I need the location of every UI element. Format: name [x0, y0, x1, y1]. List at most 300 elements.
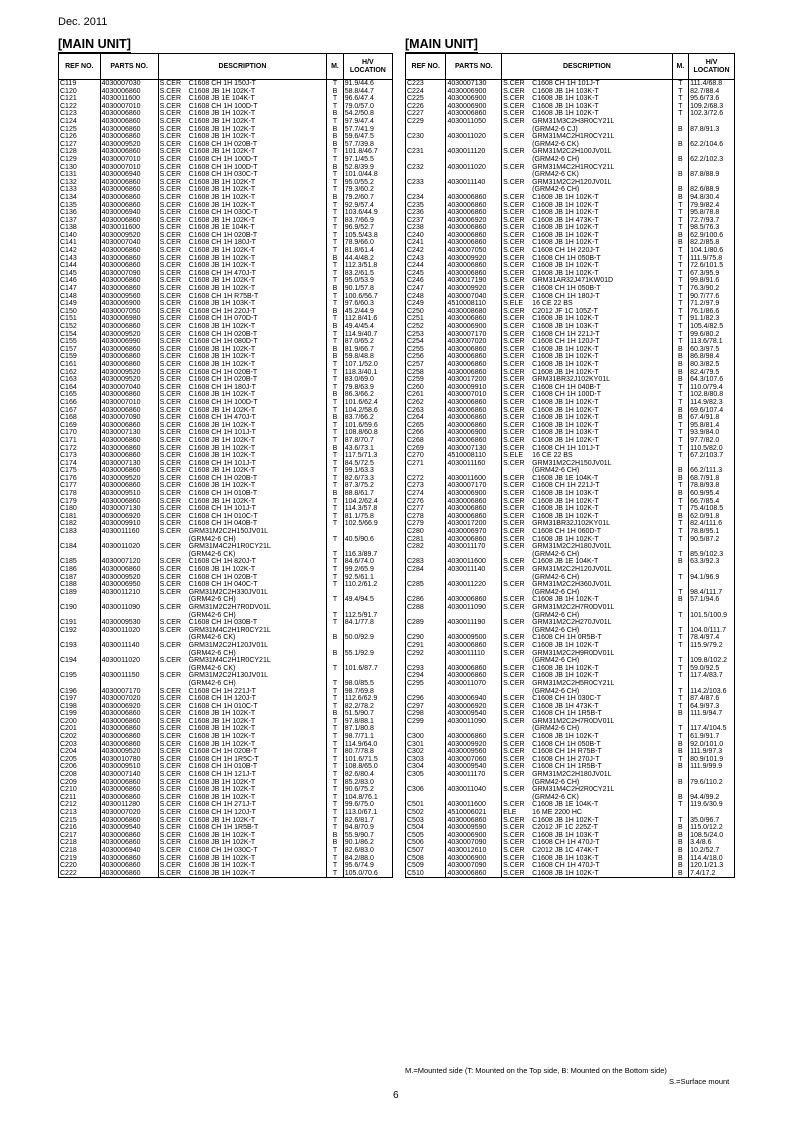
description — [158, 247, 327, 255]
hv-location — [689, 528, 735, 536]
parts-no — [100, 520, 158, 528]
parts-no — [100, 255, 158, 263]
cell-line: T — [332, 300, 338, 308]
part-type: S.CER — [159, 793, 182, 801]
cell-line — [674, 604, 687, 612]
part-type: S.CER — [503, 505, 525, 513]
cell-line: 86.8/98.4 — [690, 353, 720, 361]
description — [502, 232, 673, 240]
part-description: C1608 JB 1H 102K-T — [188, 740, 256, 748]
cell-line: 50.0/92.9 — [344, 634, 374, 642]
cell-line: 4030006860 — [101, 110, 141, 118]
parts-no — [100, 870, 158, 878]
cell-line: 82.6/73.3 — [344, 474, 374, 482]
hv-location — [343, 331, 392, 339]
cell-line — [160, 171, 326, 179]
cell-line — [503, 361, 671, 369]
mounted-side — [672, 285, 688, 293]
ref-no — [59, 376, 101, 384]
ref-no — [406, 870, 446, 878]
cell-line: 4030011070 — [447, 679, 486, 687]
mounted-side — [327, 270, 343, 278]
cell-line: C204 — [60, 748, 77, 756]
cell-line: C198 — [60, 702, 77, 710]
cell-line: C238 — [407, 224, 424, 232]
cell-line: C241 — [407, 239, 424, 247]
mounted-side — [327, 126, 343, 134]
parts-no — [446, 817, 502, 825]
cell-line: C171 — [60, 436, 77, 444]
cell-line: 4510006021 — [447, 809, 487, 816]
cell-line: 4030006860 — [101, 566, 141, 573]
part-type: S.CER — [159, 801, 182, 809]
mounted-side — [327, 725, 343, 733]
part-description: C1608 CH 1H 060D-T — [532, 528, 602, 536]
ref-no — [406, 133, 446, 148]
description — [502, 95, 673, 103]
description — [158, 543, 327, 558]
cell-line: 4030006860 — [101, 178, 141, 186]
ref-no — [406, 748, 446, 756]
description — [502, 323, 673, 331]
cell-line: T — [332, 748, 338, 756]
cell-line — [447, 551, 500, 559]
cell-line — [503, 558, 671, 566]
cell-line — [503, 118, 671, 126]
parts-no — [446, 718, 502, 733]
mounted-side — [327, 574, 343, 582]
parts-no — [446, 756, 502, 764]
description — [502, 445, 673, 453]
cell-line: 4030006860 — [101, 421, 141, 429]
cell-line: T — [332, 80, 338, 87]
cell-line: B — [678, 512, 683, 520]
cell-line — [160, 634, 326, 642]
hv-location — [689, 498, 735, 506]
description — [158, 733, 327, 741]
part-description: GRM31M2C2H150JV01L — [532, 459, 612, 467]
table-row — [406, 566, 735, 581]
part-type: S.CER — [503, 209, 525, 217]
hv-location — [689, 391, 735, 399]
table-row — [406, 209, 735, 217]
cell-line: 4030006860 — [101, 436, 141, 444]
cell-line: C199 — [60, 710, 77, 718]
parts-no — [100, 361, 158, 369]
cell-line: B — [332, 391, 338, 399]
hv-location — [343, 376, 392, 384]
cell-line — [160, 862, 326, 870]
cell-line: B — [678, 239, 683, 247]
cell-line: 4030009500 — [447, 634, 487, 642]
ref-no — [59, 126, 101, 134]
ref-no — [406, 80, 446, 88]
table-row — [59, 323, 393, 331]
table-row — [406, 285, 735, 293]
part-type: S.CER — [503, 315, 525, 323]
mounted-side — [327, 794, 343, 802]
part-type: S.CER — [159, 406, 182, 414]
cell-line: T — [678, 755, 683, 763]
cell-line — [102, 536, 157, 544]
description — [158, 718, 327, 726]
ref-no — [59, 323, 101, 331]
cell-line: T — [678, 520, 683, 528]
part-description: GRM31M2C2H330JV01L — [188, 588, 269, 596]
ref-no — [406, 543, 446, 558]
cell-line — [102, 612, 157, 620]
table-row — [59, 270, 393, 278]
cell-line: 97.7/82.0 — [690, 436, 720, 444]
part-description: (GRM42-6 CK) — [188, 550, 236, 558]
cell-line — [503, 536, 671, 544]
mounted-side — [327, 870, 343, 878]
part-type: S.CER — [159, 110, 182, 118]
table-row — [59, 490, 393, 498]
cell-line — [102, 665, 157, 673]
cell-line: C192 — [60, 626, 77, 634]
ref-no — [406, 528, 446, 536]
hv-location — [343, 832, 392, 840]
description — [158, 186, 327, 194]
hv-location — [343, 505, 392, 513]
parts-no — [446, 247, 502, 255]
part-type: S.CER — [503, 254, 525, 262]
cell-line: 105.0/70.6 — [344, 869, 378, 877]
cell-line: C216 — [60, 824, 77, 832]
cell-line: 4030006860 — [447, 353, 487, 361]
cell-line: T — [332, 376, 338, 384]
cell-line: 81.8/61.4 — [344, 247, 374, 255]
part-type: S.CER — [159, 862, 182, 870]
table-row — [59, 247, 393, 255]
part-description: C1608 JB 1H 102K-T — [188, 717, 256, 725]
parts-no — [446, 513, 502, 521]
cell-line: 90.6/75.2 — [344, 786, 374, 794]
part-description: C1608 JB 1H 102K-T — [188, 854, 256, 862]
cell-line: C262 — [407, 398, 424, 406]
hv-location — [343, 657, 392, 672]
description — [158, 870, 327, 878]
cell-line: 4030007030 — [101, 80, 141, 87]
cell-line: 4030007090 — [101, 269, 141, 277]
part-type: S.CER — [503, 368, 525, 376]
hv-location — [689, 650, 735, 665]
hv-location — [343, 95, 392, 103]
cell-line — [690, 680, 733, 688]
cell-line: 35.0/96.7 — [690, 816, 720, 824]
part-type: S.CER — [159, 125, 182, 133]
cell-line: 4030006860 — [101, 262, 141, 270]
cell-line: T — [678, 254, 683, 262]
table-row — [406, 536, 735, 544]
cell-line — [160, 224, 326, 232]
cell-line — [328, 642, 341, 650]
cell-line — [407, 589, 444, 597]
mounted-side — [672, 202, 688, 210]
part-type: S.CER — [159, 467, 182, 475]
mounted-side — [327, 452, 343, 460]
mounted-side — [672, 763, 688, 771]
cell-line — [160, 536, 326, 544]
parts-no — [446, 809, 502, 817]
cell-line — [503, 224, 671, 232]
table-row — [406, 445, 735, 453]
table-row — [406, 293, 735, 301]
description — [502, 528, 673, 536]
table-row — [59, 95, 393, 103]
table-row — [59, 384, 393, 392]
table-row — [59, 733, 393, 741]
parts-no — [446, 331, 502, 339]
table-row — [406, 801, 735, 809]
cell-line: T — [332, 315, 338, 323]
cell-line: 100.6/56.7 — [344, 292, 378, 300]
cell-line: C268 — [407, 436, 424, 444]
mounted-side — [327, 832, 343, 840]
mounted-side — [672, 194, 688, 202]
cell-line — [447, 156, 500, 164]
mounted-side — [672, 460, 688, 475]
cell-line — [503, 179, 671, 187]
table-row — [59, 771, 393, 779]
cell-line — [503, 756, 671, 764]
ref-no — [59, 141, 101, 149]
cell-line: 4030009920 — [447, 740, 487, 748]
cell-line: C507 — [407, 846, 424, 854]
cell-line — [160, 300, 326, 308]
parts-no — [100, 604, 158, 619]
hv-location — [343, 604, 392, 619]
mounted-side — [327, 801, 343, 809]
part-description: C1608 JB 1H 102K-T — [532, 641, 599, 649]
cell-line: 4030006860 — [101, 452, 141, 460]
ref-no — [59, 422, 101, 430]
mounted-side — [327, 232, 343, 240]
cell-line: 4030007020 — [101, 695, 141, 703]
part-type: S.CER — [159, 771, 182, 779]
table-row — [59, 376, 393, 384]
part-type: S.CER — [159, 710, 182, 718]
cell-line — [690, 164, 733, 172]
mounted-side — [327, 604, 343, 619]
part-type: S.CER — [503, 771, 525, 779]
hv-location — [343, 445, 392, 453]
ref-no — [406, 832, 446, 840]
parts-no — [100, 323, 158, 331]
part-description: C1608 JB 1H 102K-T — [188, 406, 256, 414]
cell-line: 79.0/57.0 — [344, 102, 374, 110]
cell-line — [160, 338, 326, 346]
description — [158, 285, 327, 293]
part-type: S.CER — [503, 345, 525, 353]
ref-no — [406, 331, 446, 339]
description — [158, 771, 327, 779]
cell-line: T — [678, 323, 683, 330]
cell-line: 60.9/95.4 — [690, 490, 720, 498]
cell-line — [160, 763, 326, 771]
cell-line: C223 — [407, 80, 424, 87]
part-description: C1608 CH 1H 101J-T — [532, 80, 600, 87]
description — [502, 665, 673, 673]
ref-no — [59, 338, 101, 346]
part-type: S.CER — [503, 566, 525, 573]
cell-line — [503, 763, 671, 771]
cell-line — [407, 612, 444, 620]
description — [502, 88, 673, 96]
cell-line: C165 — [60, 391, 77, 399]
description — [502, 558, 673, 566]
part-type: S.CER — [503, 710, 525, 718]
table-row — [59, 285, 393, 293]
cell-line — [160, 156, 326, 164]
cell-line: T — [332, 854, 338, 862]
cell-line: 117.4/104.5 — [690, 725, 727, 733]
cell-line: 67.3/95.9 — [690, 269, 720, 277]
ref-no — [59, 589, 101, 604]
description — [158, 209, 327, 217]
table-row — [406, 346, 735, 354]
mounted-side — [327, 186, 343, 194]
description — [158, 353, 327, 361]
cell-line: 45.2/44.9 — [344, 307, 374, 315]
part-description: C1608 JB 1H 102K-T — [188, 117, 256, 125]
table-row — [406, 558, 735, 566]
parts-no — [100, 589, 158, 604]
cell-line — [674, 718, 687, 726]
mounted-side — [327, 293, 343, 301]
cell-line — [503, 771, 671, 779]
cell-line: 4030011020 — [101, 626, 141, 634]
cell-line — [503, 672, 671, 680]
cell-line: C249 — [407, 300, 424, 308]
parts-no — [100, 809, 158, 817]
ref-no — [406, 88, 446, 96]
cell-line: 108.5/24.0 — [690, 831, 724, 839]
part-description: C1608 JB 1H 103K-T — [532, 102, 599, 110]
hv-location — [689, 88, 735, 96]
cell-line — [160, 452, 326, 460]
table-row — [59, 528, 393, 543]
cell-line: 66.7/85.4 — [690, 497, 720, 505]
mounted-side — [327, 429, 343, 437]
cell-line: T — [332, 755, 338, 763]
part-description: (GRM42-6 CH) — [532, 657, 580, 665]
description — [158, 710, 327, 718]
description — [502, 369, 673, 377]
cell-line: T — [678, 657, 683, 665]
parts-no — [100, 741, 158, 749]
cell-line: 4030006940 — [101, 171, 141, 179]
cell-line: 4030009560 — [447, 748, 487, 756]
cell-line — [503, 323, 671, 331]
table-row — [59, 308, 393, 316]
hv-location — [343, 407, 392, 415]
cell-line: B — [332, 163, 338, 171]
parts-no — [446, 748, 502, 756]
ref-no — [406, 710, 446, 718]
part-type: S.CER — [159, 231, 182, 239]
part-description: GRM31M4C2H1R0CY21L — [532, 163, 615, 171]
cell-line — [160, 581, 326, 589]
parts-no — [446, 300, 502, 308]
mounted-side-note: M.=Mounted side (T: Mounted on the Top side, B: Mounted on the Bottom side) — [405, 1066, 667, 1075]
cell-line: T — [332, 292, 338, 300]
cell-line: C211 — [60, 793, 77, 801]
part-type: S.CER — [159, 831, 182, 839]
hv-location — [689, 262, 735, 270]
cell-line — [160, 650, 326, 658]
cell-line — [407, 657, 444, 665]
part-description: C1608 CH 1H 101J-T — [188, 505, 256, 513]
mounted-side — [672, 558, 688, 566]
cell-line: 4030006860 — [101, 277, 141, 285]
part-type: S.CER — [503, 717, 525, 725]
cell-line — [503, 209, 671, 217]
mounted-side — [672, 520, 688, 528]
cell-line: B — [332, 193, 338, 201]
parts-no — [100, 194, 158, 202]
cell-line: C166 — [60, 398, 77, 406]
part-description: C1608 CH 1H 100D-T — [188, 163, 258, 171]
cell-line: 62.9/100.6 — [690, 231, 724, 239]
cell-line: C187 — [60, 573, 77, 581]
ref-no — [406, 695, 446, 703]
description — [158, 255, 327, 263]
table-row — [406, 369, 735, 377]
cell-line — [160, 407, 326, 415]
part-type: S.CER — [159, 748, 182, 756]
cell-line: C178 — [60, 490, 77, 498]
hv-location — [343, 232, 392, 240]
table-row — [59, 688, 393, 696]
cell-line: 87.4/87.6 — [690, 695, 720, 703]
ref-no — [59, 847, 101, 855]
table-row — [406, 741, 735, 749]
mounted-side — [672, 581, 688, 596]
cell-line: B — [678, 490, 683, 498]
description — [158, 490, 327, 498]
parts-no — [100, 422, 158, 430]
mounted-side — [327, 118, 343, 126]
description — [158, 399, 327, 407]
cell-line: C303 — [407, 755, 424, 763]
cell-line: B — [678, 831, 683, 839]
parts-table-left — [58, 53, 393, 878]
cell-line: C505 — [407, 831, 424, 839]
cell-line: 113.0/67.1 — [344, 809, 378, 816]
ref-no — [406, 581, 446, 596]
ref-no — [406, 164, 446, 179]
hv-location — [343, 763, 392, 771]
ref-no — [406, 665, 446, 673]
part-description: C1608 JB 1H 102K-T — [188, 254, 256, 262]
cell-line: 114.3/57.8 — [344, 505, 378, 513]
description — [158, 566, 327, 574]
part-type: S.CER — [159, 163, 182, 171]
cell-line — [503, 794, 671, 802]
cell-line: 4030006860 — [447, 110, 487, 118]
cell-line: T — [678, 300, 683, 308]
description — [502, 164, 673, 179]
col-header-description: DESCRIPTION — [502, 54, 673, 80]
cell-line — [503, 467, 671, 475]
parts-no — [446, 407, 502, 415]
parts-no — [100, 407, 158, 415]
table-row — [59, 460, 393, 468]
ref-no — [406, 642, 446, 650]
hv-location — [689, 475, 735, 483]
